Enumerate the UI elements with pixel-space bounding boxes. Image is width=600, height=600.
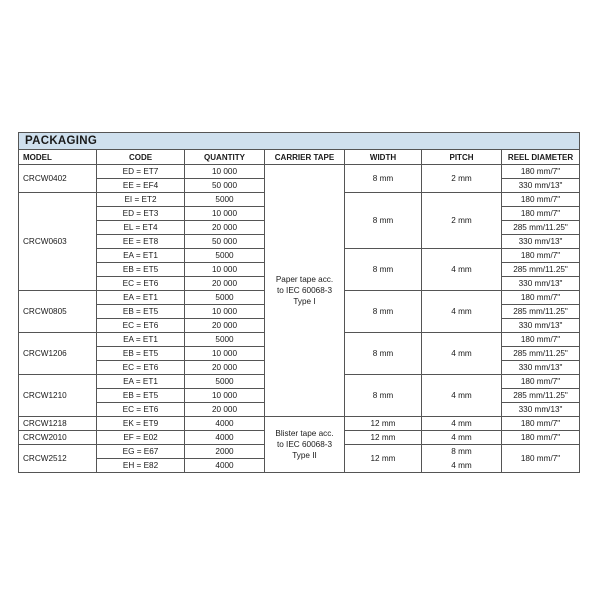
- table-row: [19, 165, 580, 179]
- code-cell: EK = ET9: [97, 417, 185, 431]
- carrier-paper-cell: [265, 165, 345, 417]
- quantity-cell: 4000: [185, 417, 265, 431]
- reel-cell: 180 mm/7": [502, 445, 580, 473]
- code-cell: EG = E67: [97, 445, 185, 459]
- quantity-cell: 10 000: [185, 207, 265, 221]
- reel-cell: 180 mm/7": [502, 333, 580, 347]
- code-cell: EA = ET1: [97, 249, 185, 263]
- code-cell: EC = ET6: [97, 319, 185, 333]
- table-title: PACKAGING: [19, 133, 580, 150]
- quantity-cell: 2000: [185, 445, 265, 459]
- model-cell: CRCW1206: [19, 333, 97, 375]
- reel-cell: 180 mm/7": [502, 207, 580, 221]
- carrier-paper-line: to IEC 60068-3: [276, 286, 333, 295]
- model-cell: CRCW1218: [19, 417, 97, 431]
- code-cell: EF = E02: [97, 431, 185, 445]
- code-cell: ED = ET7: [97, 165, 185, 179]
- quantity-cell: 50 000: [185, 179, 265, 193]
- pitch-cell: 8 mm: [422, 445, 502, 459]
- code-cell: EB = ET5: [97, 305, 185, 319]
- code-cell: EA = ET1: [97, 333, 185, 347]
- table-row: [19, 417, 580, 431]
- quantity-cell: 10 000: [185, 389, 265, 403]
- width-cell: 8 mm: [345, 193, 422, 249]
- carrier-blister-line: Blister tape acc.: [275, 429, 334, 438]
- reel-cell: 285 mm/11.25": [502, 389, 580, 403]
- reel-cell: 180 mm/7": [502, 193, 580, 207]
- code-cell: EC = ET6: [97, 403, 185, 417]
- quantity-cell: 10 000: [185, 305, 265, 319]
- code-cell: EH = E82: [97, 459, 185, 473]
- width-cell: 8 mm: [345, 291, 422, 333]
- packaging-table-container: [18, 132, 579, 473]
- carrier-paper-line: Paper tape acc.: [275, 275, 334, 284]
- quantity-cell: 20 000: [185, 277, 265, 291]
- packaging-table: [18, 132, 580, 473]
- carrier-blister-cell: [265, 417, 345, 473]
- reel-cell: 285 mm/11.25": [502, 263, 580, 277]
- code-cell: EB = ET5: [97, 389, 185, 403]
- reel-cell: 285 mm/11.25": [502, 347, 580, 361]
- reel-cell: 180 mm/7": [502, 249, 580, 263]
- pitch-cell: 4 mm: [422, 333, 502, 375]
- header-model: MODEL: [19, 150, 97, 165]
- quantity-cell: 4000: [185, 431, 265, 445]
- pitch-cell: 4 mm: [422, 249, 502, 291]
- reel-cell: 180 mm/7": [502, 417, 580, 431]
- model-cell: CRCW2010: [19, 431, 97, 445]
- width-cell: 12 mm: [345, 445, 422, 473]
- quantity-cell: 20 000: [185, 403, 265, 417]
- reel-cell: 330 mm/13": [502, 179, 580, 193]
- reel-cell: 285 mm/11.25": [502, 221, 580, 235]
- code-cell: EC = ET6: [97, 277, 185, 291]
- code-cell: EA = ET1: [97, 375, 185, 389]
- header-reel-diameter: REEL DIAMETER: [502, 150, 580, 165]
- quantity-cell: 20 000: [185, 221, 265, 235]
- quantity-cell: 20 000: [185, 361, 265, 375]
- model-cell: CRCW0603: [19, 193, 97, 291]
- quantity-cell: 5000: [185, 249, 265, 263]
- width-cell: 12 mm: [345, 417, 422, 431]
- code-cell: EA = ET1: [97, 291, 185, 305]
- quantity-cell: 10 000: [185, 347, 265, 361]
- quantity-cell: 10 000: [185, 263, 265, 277]
- header-width: WIDTH: [345, 150, 422, 165]
- header-pitch: PITCH: [422, 150, 502, 165]
- width-cell: 8 mm: [345, 333, 422, 375]
- reel-cell: 330 mm/13": [502, 403, 580, 417]
- header-carrier-tape: CARRIER TAPE: [265, 150, 345, 165]
- code-cell: EB = ET5: [97, 347, 185, 361]
- pitch-cell: 4 mm: [422, 417, 502, 431]
- code-cell: EE = ET8: [97, 235, 185, 249]
- carrier-blister-line: Type II: [292, 451, 317, 460]
- code-cell: EB = ET5: [97, 263, 185, 277]
- pitch-cell: 2 mm: [422, 165, 502, 193]
- quantity-cell: 4000: [185, 459, 265, 473]
- pitch-cell: 4 mm: [422, 459, 502, 473]
- pitch-cell: 4 mm: [422, 291, 502, 333]
- carrier-paper-line: Type I: [293, 297, 316, 306]
- reel-cell: 180 mm/7": [502, 431, 580, 445]
- reel-cell: 180 mm/7": [502, 165, 580, 179]
- reel-cell: 330 mm/13": [502, 277, 580, 291]
- carrier-blister-line: to IEC 60068-3: [276, 440, 333, 449]
- width-cell: 8 mm: [345, 375, 422, 417]
- pitch-cell: 4 mm: [422, 375, 502, 417]
- quantity-cell: 10 000: [185, 165, 265, 179]
- quantity-cell: 5000: [185, 375, 265, 389]
- reel-cell: 180 mm/7": [502, 375, 580, 389]
- model-cell: CRCW2512: [19, 445, 97, 473]
- width-cell: 8 mm: [345, 165, 422, 193]
- code-cell: EC = ET6: [97, 361, 185, 375]
- reel-cell: 180 mm/7": [502, 291, 580, 305]
- pitch-cell: 4 mm: [422, 431, 502, 445]
- quantity-cell: 50 000: [185, 235, 265, 249]
- reel-cell: 330 mm/13": [502, 319, 580, 333]
- quantity-cell: 5000: [185, 193, 265, 207]
- header-code: CODE: [97, 150, 185, 165]
- model-cell: CRCW0402: [19, 165, 97, 193]
- code-cell: EL = ET4: [97, 221, 185, 235]
- model-cell: CRCW1210: [19, 375, 97, 417]
- reel-cell: 285 mm/11.25": [502, 305, 580, 319]
- reel-cell: 330 mm/13": [502, 235, 580, 249]
- quantity-cell: 5000: [185, 291, 265, 305]
- code-cell: EI = ET2: [97, 193, 185, 207]
- width-cell: 12 mm: [345, 431, 422, 445]
- width-cell: 8 mm: [345, 249, 422, 291]
- code-cell: EE = EF4: [97, 179, 185, 193]
- quantity-cell: 5000: [185, 333, 265, 347]
- model-cell: CRCW0805: [19, 291, 97, 333]
- code-cell: ED = ET3: [97, 207, 185, 221]
- quantity-cell: 20 000: [185, 319, 265, 333]
- header-quantity: QUANTITY: [185, 150, 265, 165]
- pitch-cell: 2 mm: [422, 193, 502, 249]
- header-row: [19, 150, 580, 165]
- reel-cell: 330 mm/13": [502, 361, 580, 375]
